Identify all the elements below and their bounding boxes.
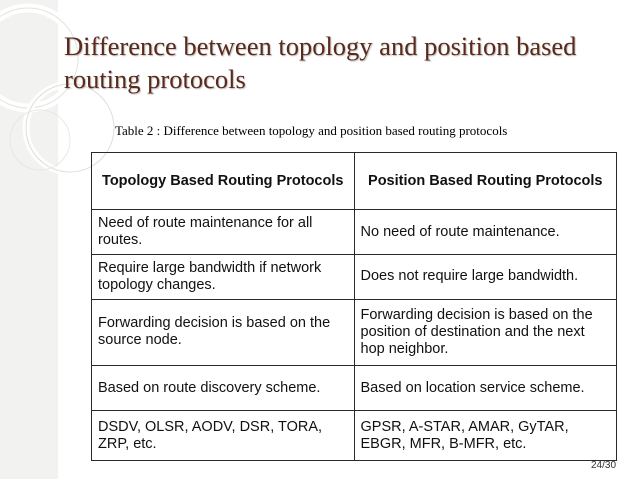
slide-title: Difference between topology and position based routing protocols [64,31,577,94]
table-cell: No need of route maintenance. [354,210,617,255]
table-cell: GPSR, A-STAR, AMAR, GyTAR, EBGR, MFR, B-MFR, etc. [354,411,617,461]
comparison-table [91,152,617,461]
table-row [92,254,617,299]
table-row [92,210,617,255]
table-cell: DSDV, OLSR, AODV, DSR, TORA, ZRP, etc. [92,411,355,461]
table-row [92,299,617,366]
table-header-row [92,153,617,210]
header-topology: Topology Based Routing Protocols [92,153,355,210]
table-cell: Based on route discovery scheme. [92,366,355,411]
comparison-table-grid [91,152,617,461]
table-cell: Forwarding decision is based on the source node. [92,299,355,366]
page-number: 24/30 [591,460,617,471]
header-position: Position Based Routing Protocols [354,153,617,210]
table-cell: Forwarding decision is based on the position of destination and the next hop neighbor. [354,299,617,366]
table-cell: Need of route maintenance for all routes. [92,210,355,255]
table-cell: Based on location service scheme. [354,366,617,411]
table-cell: Require large bandwidth if network topology changes. [92,254,355,299]
table-row [92,366,617,411]
table-cell: Does not require large bandwidth. [354,254,617,299]
table-caption: Table 2 : Difference between topology and position based routing protocols [115,123,508,138]
table-row [92,411,617,461]
